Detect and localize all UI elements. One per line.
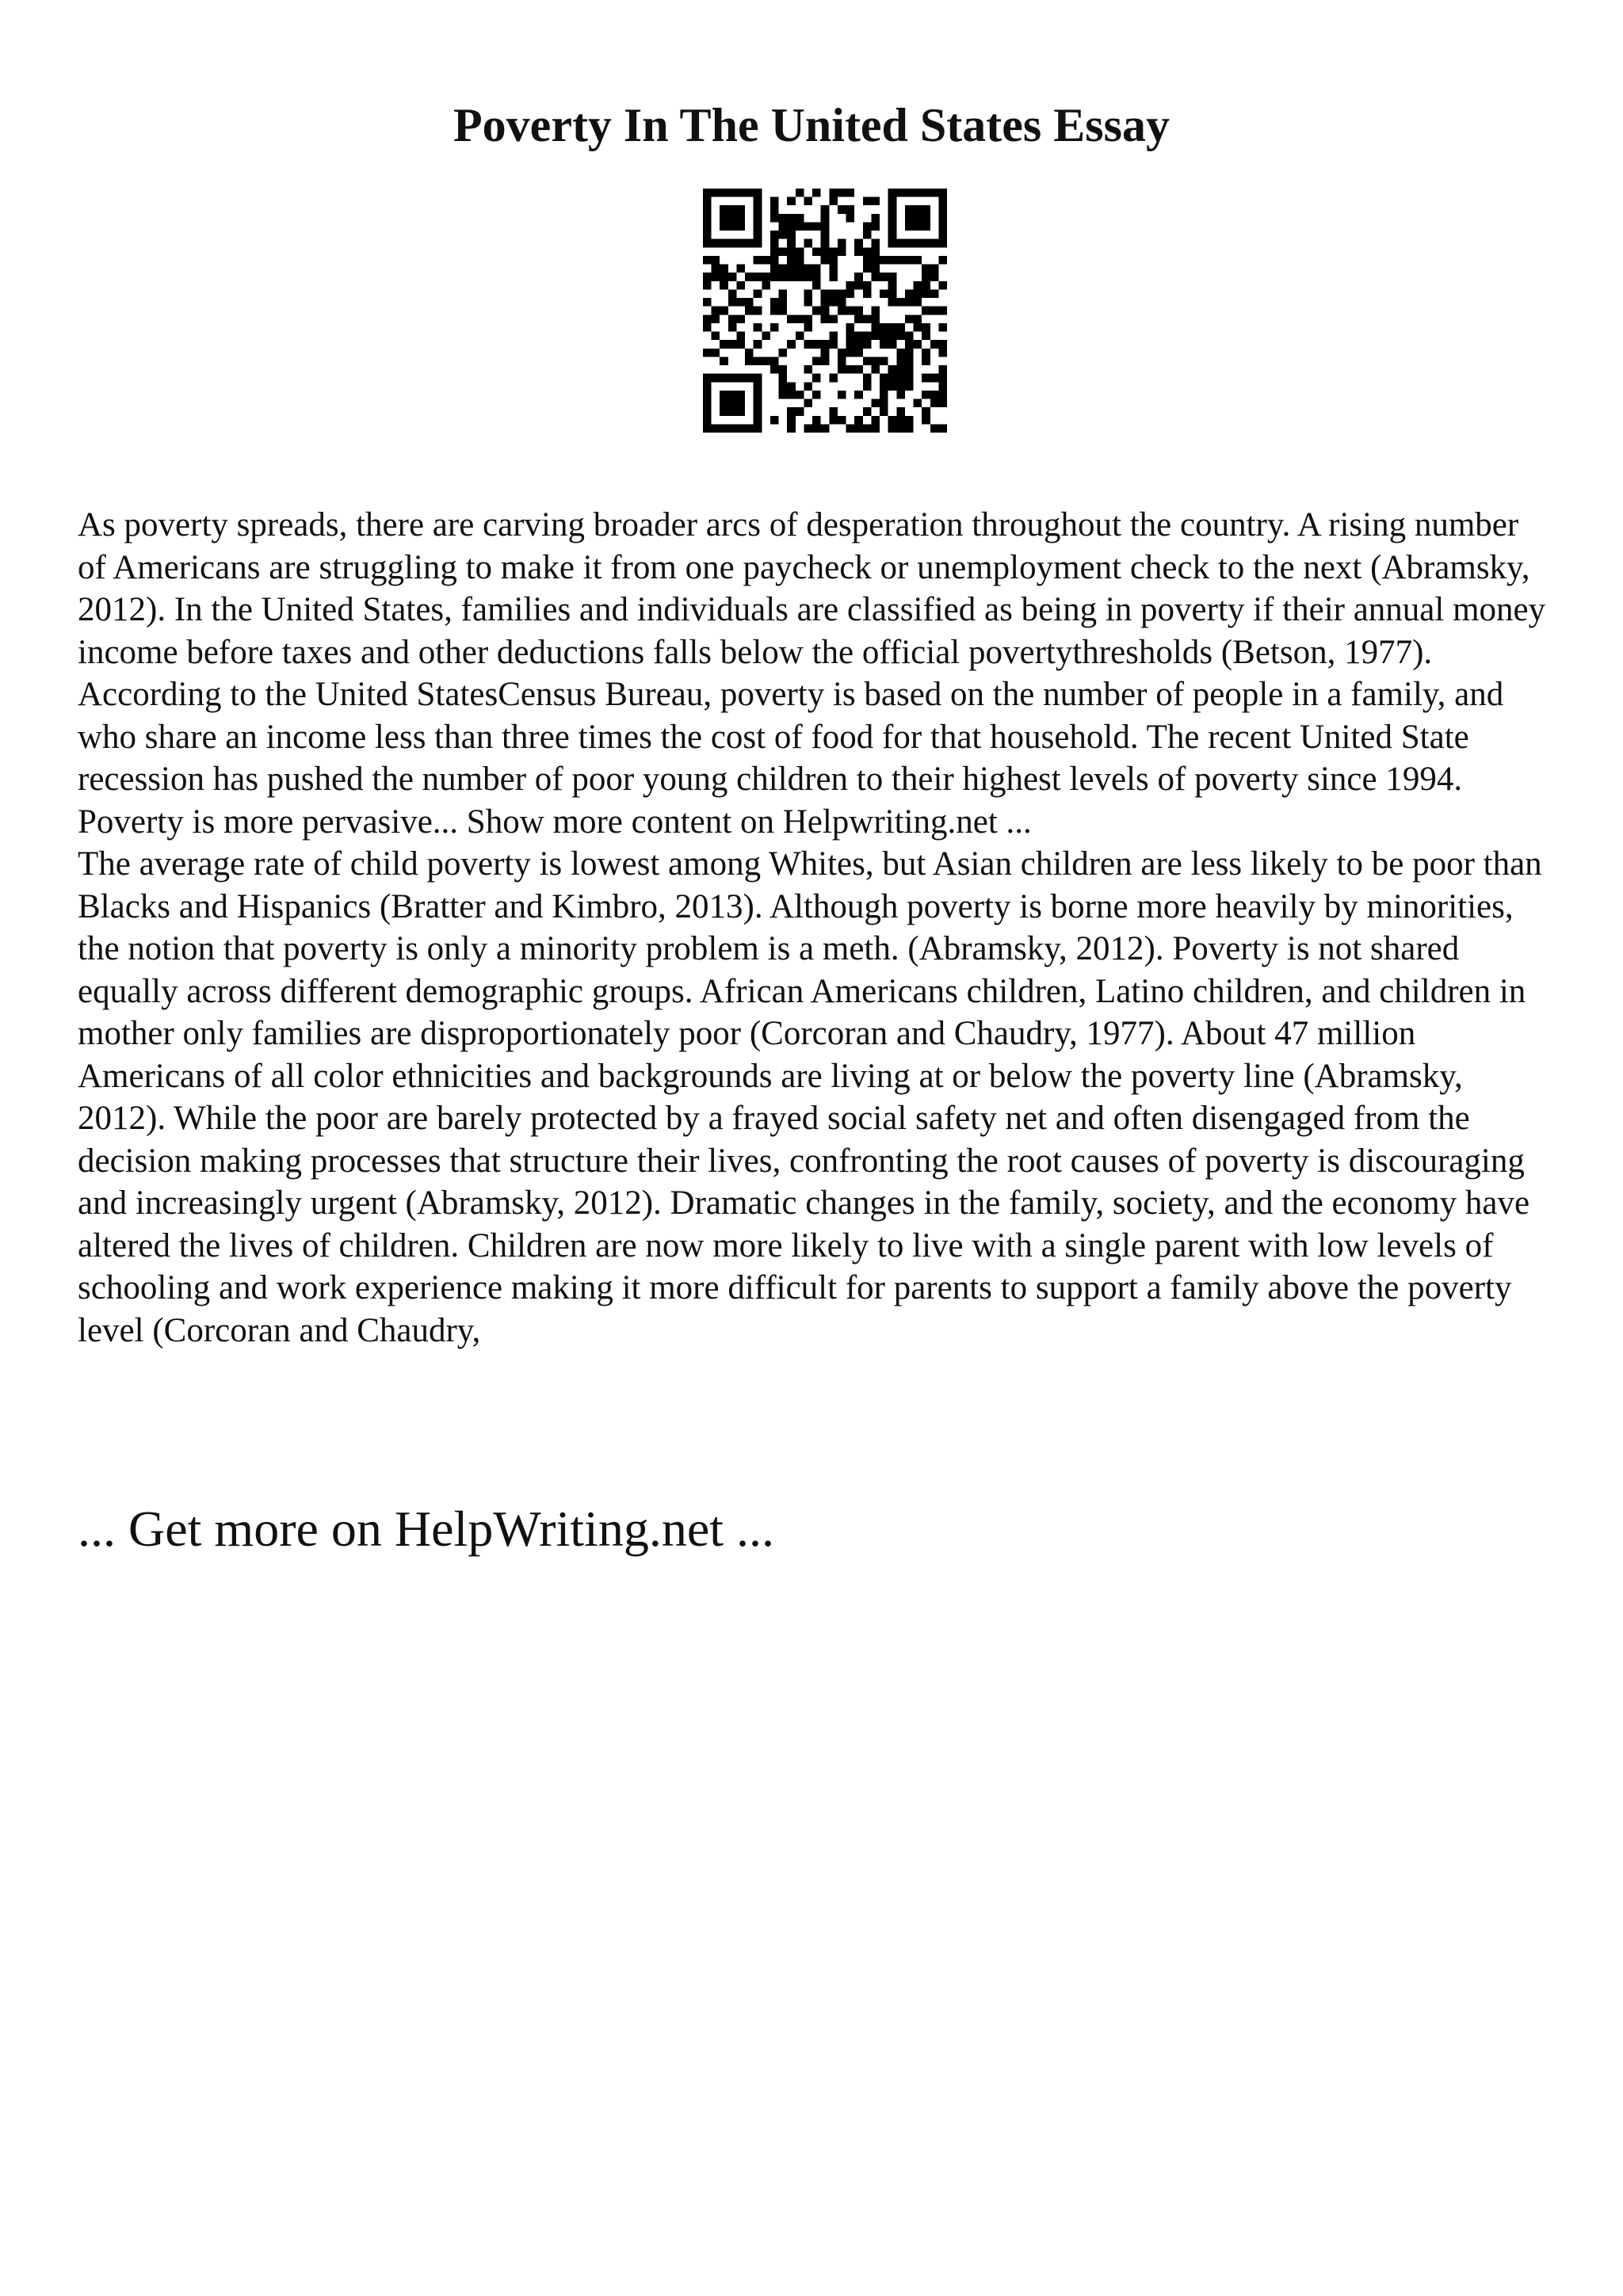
qr-code-icon xyxy=(703,189,947,433)
essay-body xyxy=(78,504,1552,1352)
paragraph: The average rate of child poverty is lowest among Whites, but Asian children are less likely to be poor than Blacks and Hispanics (Bratter and Kimbro, 2013). Although poverty is borne more heavily by minorities, the notion that poverty is only a minority problem is a meth. (Abramsky, 2012). Poverty is not shared equally across different demographic groups. African Americans children, Latino children, and children in mother only families are disproportionately poor (Corcoran and Chaudry, 1977). About 47 million Americans of all color ethnicities and backgrounds are living at or below the poverty line (Abramsky, 2012). While the poor are barely protected by a frayed social safety net and often disengaged from the decision making processes that structure their lives, confronting the root causes of poverty is discouraging and increasingly urgent (Abramsky, 2012). Dramatic changes in the family, society, and the economy have altered the lives of children. Children are now more likely to live with a single parent with low levels of schooling and work experience making it more difficult for parents to support a family above the poverty level (Corcoran and Chaudry, xyxy=(78,845,1542,1349)
paragraph: As poverty spreads, there are carving broader arcs of desperation throughout the country. A rising number of Americans are struggling to make it from one paycheck or unemployment check to the next (Abramsky, 2012). In the United States, families and individuals are classified as being in poverty if their annual money income before taxes and other deductions falls below the official povertythresholds (Betson, 1977). According to the United StatesCensus Bureau, poverty is based on the number of people in a family, and who share an income less than three times the cost of food for that household. The recent United State recession has pushed the number of poor young children to their highest levels of poverty since 1994. Poverty is more pervasive... Show more content on Helpwriting.net ... xyxy=(78,506,1546,841)
get-more-link[interactable]: ... Get more on HelpWriting.net ... xyxy=(78,1501,774,1557)
page-title: Poverty In The United States Essay xyxy=(453,99,1170,151)
